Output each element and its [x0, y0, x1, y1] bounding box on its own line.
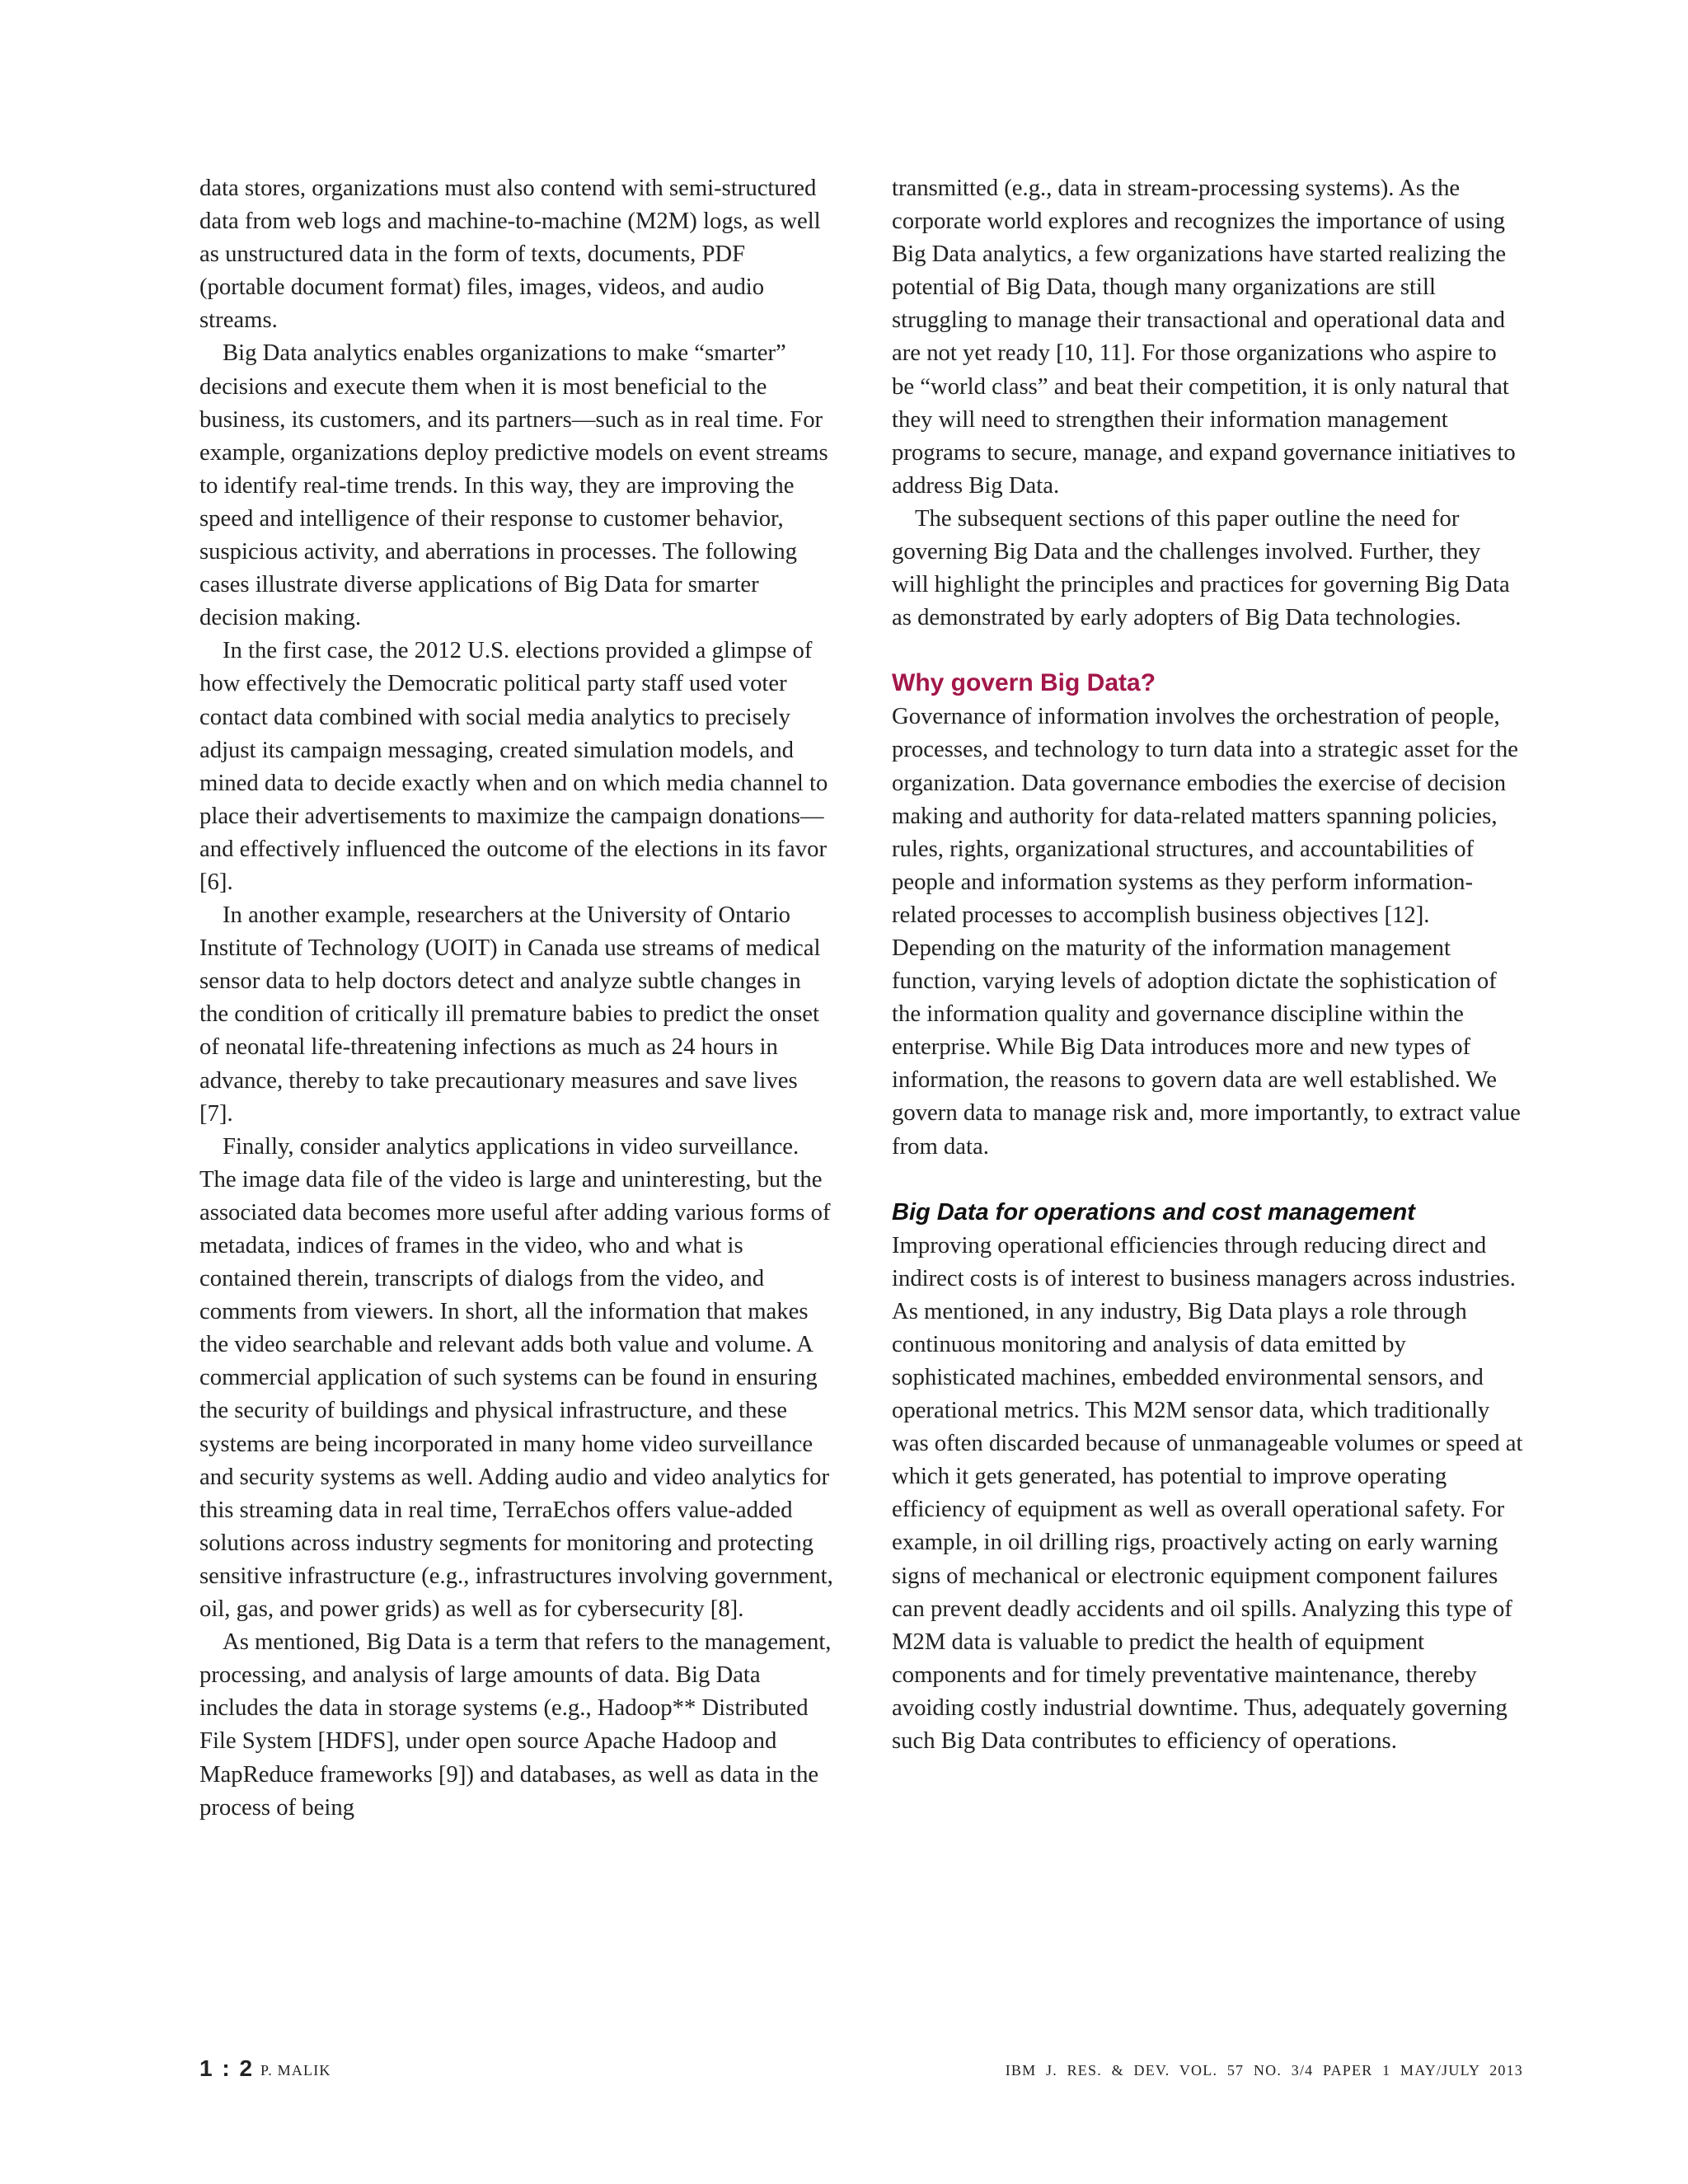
body-paragraph: data stores, organizations must also contend with semi-structured data from web logs and machine-to-machine (M2M) logs, as well as unstructured data in the form of texts, documents, PDF (portable document format) files, images, videos, and audio streams.: [199, 175, 821, 334]
journal-citation: IBM J. RES. & DEV. VOL. 57 NO. 3/4 PAPER 1 MAY/JULY 2013: [1005, 2062, 1523, 2079]
body-paragraph: In another example, researchers at the University of Ontario Institute of Technology (UOIT) in Canada use streams of medical sensor data to help doctors detect and analyze subtle changes in the condition of critically ill premature babies to predict the onset of neonatal life-threatening infections as much as 24 hours in advance, thereby to take precautionary measures and save lives [7].: [199, 902, 821, 1127]
subsection-heading: Big Data for operations and cost management: [892, 1198, 1415, 1226]
page-footer: [199, 2055, 1523, 2088]
right-column: [892, 171, 1523, 1757]
body-paragraph: The subsequent sections of this paper outline the need for governing Big Data and the challenges involved. Further, they will highlight the principles and practices for governing Big Data as demonstrated by early adopters of Big Data technologies.: [892, 504, 1510, 631]
body-paragraph: In the first case, the 2012 U.S. elections provided a glimpse of how effectively the Democratic political party staff used voter contact data combined with social media analytics to precisely adjust its campaign messaging, created simulation models, and mined data to decide exactly when and on which media channel to place their advertisements to maximize the campaign donations—and effectively influenced the outcome of the elections in its favor [6].: [199, 637, 828, 895]
body-paragraph: Governance of information involves the orchestration of people, processes, and technology to turn data into a strategic asset for the organization. Data governance embodies the exercise of decision making and authority for data-related matters spanning policies, rules, rights, organizational structures, and accountabilities of people and information systems as they perform information-related processes to accomplish business objectives [12]. Depending on the maturity of the information management function, varying levels of adoption dictate the sophistication of the information quality and governance discipline within the enterprise. While Big Data introduces more and new types of information, the reasons to govern data are well established. We govern data to manage risk and, more importantly, to extract value from data.: [892, 703, 1521, 1160]
body-paragraph: As mentioned, Big Data is a term that refers to the management, processing, and analysis of large amounts of data. Big Data includes the data in storage systems (e.g., Hadoop** Distributed File System [HDFS], under open source Apache Hadoop and MapReduce frameworks [9]) and databases, as well as data in the process of being: [199, 1629, 832, 1821]
running-author: P. MALIK: [260, 2062, 331, 2079]
left-column: [199, 171, 834, 1824]
body-paragraph: Improving operational efficiencies through reducing direct and indirect costs is of interest to business managers across industries. As mentioned, in any industry, Big Data plays a role through continuous monitoring and analysis of data emitted by sophisticated machines, embedded environmental sensors, and operational metrics. This M2M sensor data, which traditionally was often discarded because of unmanageable volumes or speed at which it gets generated, has potential to improve operating efficiency of equipment as well as overall operational safety. For example, in oil drilling rigs, proactively acting on early warning signs of mechanical or electronic equipment component failures can prevent deadly accidents and oil spills. Analyzing this type of M2M data is valuable to predict the health of equipment components and for timely preventative maintenance, thereby avoiding costly industrial downtime. Thus, adequately governing such Big Data contributes to efficiency of operations.: [892, 1231, 1523, 1755]
section-heading: Why govern Big Data?: [892, 669, 1156, 697]
body-paragraph: transmitted (e.g., data in stream-processing systems). As the corporate world explores and recognizes the importance of using Big Data analytics, a few organizations have started realizing the potential of Big Data, though many organizations are still struggling to manage their transactional and operational data and are not yet ready [10, 11]. For those organizations who aspire to be “world class” and beat their competition, it is only natural that they will need to strengthen their information management programs to secure, manage, and expand governance initiatives to address Big Data.: [892, 175, 1516, 499]
page-folio: 1 : 2: [199, 2055, 255, 2081]
body-paragraph: Finally, consider analytics applications in video surveillance. The image data file of the video is large and uninteresting, but the associated data becomes more useful after adding various forms of metadata, indices of frames in the video, who and what is contained therein, transcripts of dialogs from the video, and comments from viewers. In short, all the information that makes the video searchable and relevant adds both value and volume. A commercial application of such systems can be found in ensuring the security of buildings and physical infrastructure, and these systems are being incorporated in many home video surveillance and security systems as well. Adding audio and video analytics for this streaming data in real time, TerraEchos offers value-added solutions across industry segments for monitoring and protecting sensitive infrastructure (e.g., infrastructures involving government, oil, gas, and power grids) as well as for cybersecurity [8].: [199, 1132, 833, 1623]
body-paragraph: Big Data analytics enables organizations to make “smarter” decisions and execute them when it is most beneficial to the business, its customers, and its partners—such as in real time. For example, organizations deploy predictive models on event streams to identify real-time trends. In this way, they are improving the speed and intelligence of their response to customer behavior, suspicious activity, and aberrations in processes. The following cases illustrate diverse applications of Big Data for smarter decision making.: [199, 340, 828, 631]
